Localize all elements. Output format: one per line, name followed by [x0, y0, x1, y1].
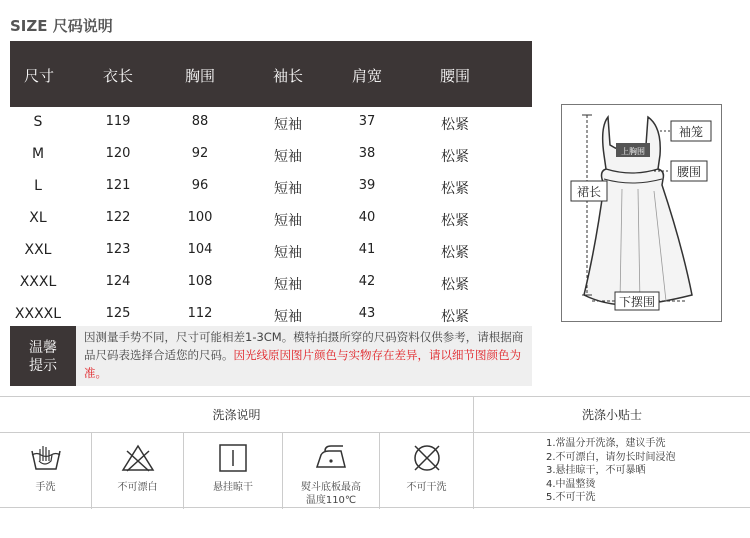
header-bust: 胸围 — [184, 67, 215, 85]
header-sleeve: 袖长 — [272, 67, 303, 85]
cell-shoulder: 38 — [358, 146, 376, 161]
cell-waist: 松紧 — [441, 277, 469, 293]
cell-size: M — [31, 146, 45, 162]
page-title — [10, 15, 113, 36]
wash-cell-no-dry-clean — [380, 433, 474, 509]
cell-size: S — [33, 114, 43, 130]
tip-text-plain: 因测量手势不同，尺寸可能相差1-3CM。模特拍摄所穿的尺码资料仅供参考，请根据商品尺码表选择合适您的尺码。 — [84, 330, 524, 362]
cell-bust: 112 — [187, 306, 213, 321]
header-length: 衣长 — [102, 67, 133, 85]
cell-size: XXL — [24, 242, 52, 258]
cell-sleeve: 短袖 — [274, 245, 302, 261]
cell-waist: 松紧 — [441, 117, 469, 133]
label-bust: 上胸围 — [621, 147, 645, 156]
cell-length: 123 — [105, 242, 131, 257]
hang-dry-label: 悬挂晾干 — [213, 482, 253, 493]
no-dry-clean-label: 不可干洗 — [406, 482, 447, 493]
cell-waist: 松紧 — [441, 245, 469, 261]
cell-bust: 108 — [187, 274, 213, 289]
label-hem: 下摆围 — [618, 295, 656, 309]
cell-sleeve: 短袖 — [274, 213, 302, 229]
cell-length: 124 — [105, 274, 131, 289]
cell-length: 122 — [105, 210, 131, 225]
wash-cell-hang-dry — [184, 433, 283, 509]
cell-waist: 松紧 — [441, 149, 469, 165]
iron-label-line1: 熨斗底板最高 — [301, 482, 361, 493]
size-table-header — [10, 41, 532, 107]
dress-sketch — [562, 105, 721, 321]
cell-shoulder: 43 — [358, 306, 376, 321]
cell-bust: 96 — [191, 178, 209, 193]
table-row — [10, 139, 532, 171]
wash-cell-no-bleach — [92, 433, 184, 509]
cell-bust: 92 — [191, 146, 209, 161]
hand-wash-label: 手洗 — [35, 482, 56, 493]
cell-size: XXXXL — [14, 306, 62, 322]
no-bleach-label: 不可漂白 — [117, 482, 158, 493]
no-bleach-icon — [121, 443, 155, 473]
label-length: 裙长 — [576, 185, 602, 199]
tip-text — [84, 328, 528, 382]
wash-cell-hand-wash — [0, 433, 92, 509]
cell-waist: 松紧 — [441, 181, 469, 197]
wash-tip: 2.不可漂白，请勿长时间浸泡 — [546, 451, 676, 463]
cell-size: XXXL — [19, 274, 57, 290]
cell-bust: 104 — [187, 242, 213, 257]
cell-waist: 松紧 — [441, 309, 469, 325]
tip-box — [10, 326, 532, 386]
label-waist: 腰围 — [676, 165, 702, 179]
table-row — [10, 203, 532, 235]
cell-sleeve: 短袖 — [274, 309, 302, 325]
wash-header-left: 洗涤说明 — [0, 397, 474, 433]
tip-badge-line1: 温馨 — [29, 340, 57, 356]
cell-shoulder: 37 — [358, 114, 376, 129]
header-shoulder: 肩宽 — [351, 67, 382, 85]
header-waist: 腰围 — [439, 67, 470, 85]
cell-length: 121 — [105, 178, 131, 193]
wash-cell-iron — [283, 433, 380, 509]
title-en: SIZE — [10, 17, 48, 35]
cell-length: 125 — [105, 306, 131, 321]
cell-shoulder: 41 — [358, 242, 376, 257]
wash-section — [0, 396, 750, 508]
wash-tip: 1.常温分开洗涤，建议手洗 — [546, 438, 666, 449]
cell-length: 120 — [105, 146, 131, 161]
cell-bust: 100 — [187, 210, 213, 225]
no-dry-clean-icon — [411, 443, 443, 473]
dress-diagram — [561, 104, 722, 322]
wash-tip: 5.不可干洗 — [546, 492, 596, 503]
iron-label-line2: 温度110℃ — [305, 495, 357, 506]
tip-badge-line2: 提示 — [29, 358, 57, 374]
tip-badge — [10, 326, 76, 386]
tip-text-warning: 因光线原因图片颜色与实物存在差异，请以细节图颜色为准。 — [84, 348, 521, 380]
table-row — [10, 267, 532, 299]
iron-label — [283, 481, 379, 507]
cell-sleeve: 短袖 — [274, 117, 302, 133]
cell-sleeve: 短袖 — [274, 277, 302, 293]
label-sleeve: 袖笼 — [678, 125, 704, 139]
wash-header-right: 洗涤小贴士 — [474, 397, 750, 433]
size-table — [10, 41, 532, 331]
wash-tips-list — [546, 437, 676, 505]
cell-sleeve: 短袖 — [274, 149, 302, 165]
header-size: 尺寸 — [23, 67, 54, 85]
wash-tip: 4.中温整烫 — [546, 478, 596, 490]
cell-shoulder: 40 — [358, 210, 376, 225]
cell-size: XL — [29, 210, 47, 226]
cell-size: L — [34, 178, 42, 194]
title-cn: 尺码说明 — [52, 17, 113, 35]
hand-wash-icon — [29, 443, 63, 473]
table-row — [10, 235, 532, 267]
hang-dry-icon — [218, 443, 248, 473]
iron-icon — [313, 443, 349, 473]
cell-bust: 88 — [191, 114, 209, 129]
cell-waist: 松紧 — [441, 213, 469, 229]
table-row — [10, 171, 532, 203]
table-row — [10, 107, 532, 139]
wash-tip: 3.悬挂晾干，不可暴晒 — [546, 465, 646, 476]
cell-sleeve: 短袖 — [274, 181, 302, 197]
cell-length: 119 — [105, 114, 131, 129]
cell-shoulder: 39 — [358, 178, 376, 193]
cell-shoulder: 42 — [358, 274, 376, 289]
